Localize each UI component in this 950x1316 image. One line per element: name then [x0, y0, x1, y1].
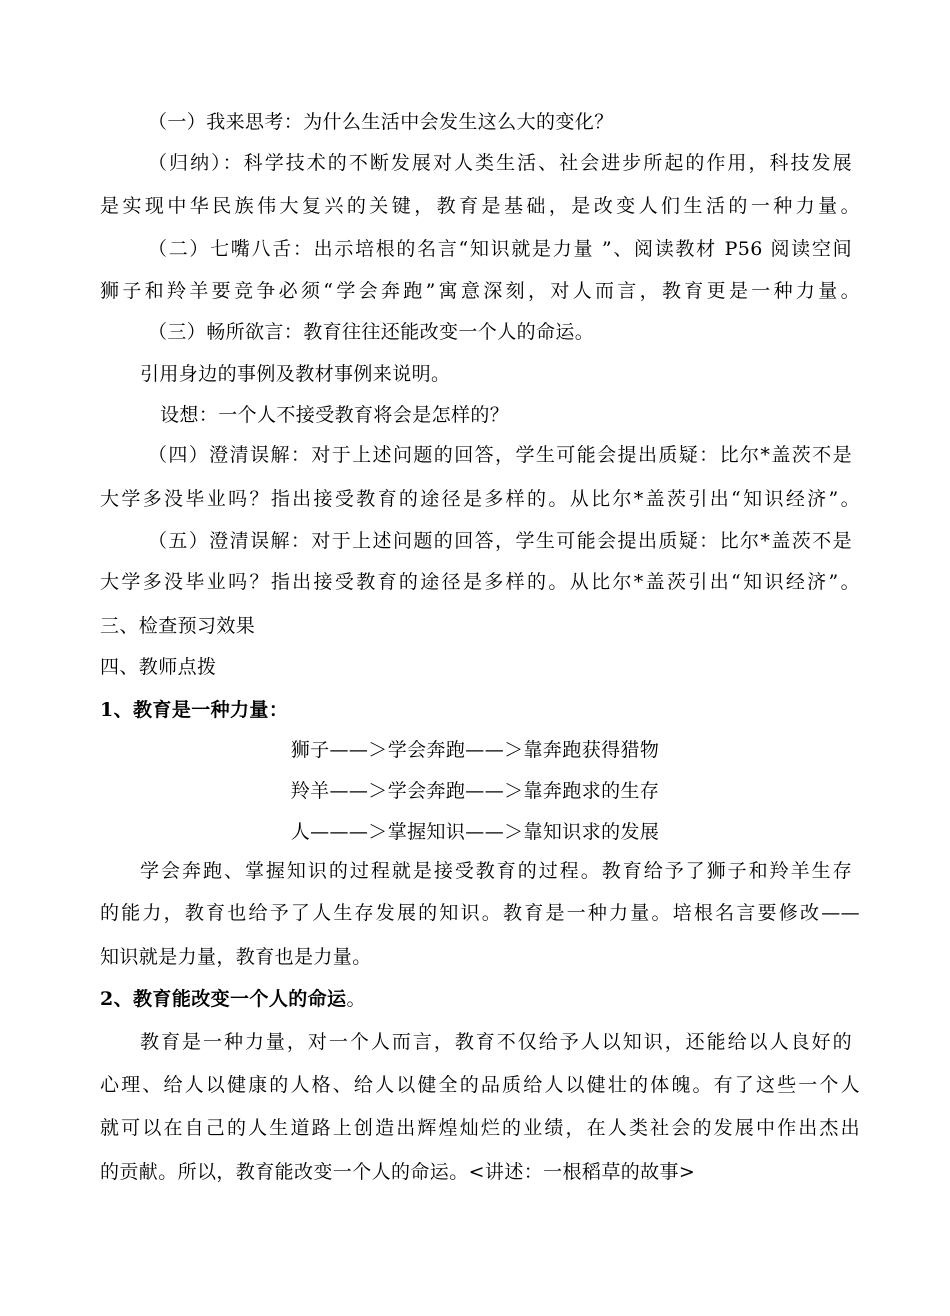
- paragraph-line: （四）澄清误解：对于上述问题的回答，学生可能会提出质疑：比尔*盖茨不是: [148, 444, 852, 466]
- paragraph-line: 知识就是力量，教育也是力量。: [100, 946, 372, 968]
- paragraph-line: 狮子和羚羊要竞争必须“学会奔跑”寓意深刻，对人而言，教育更是一种力量。: [100, 280, 860, 302]
- paragraph-line: 心理、给人以健康的人格、给人以健全的品质给人以健壮的体魄。有了这些一个人: [100, 1074, 860, 1096]
- subsection-heading: [100, 986, 860, 1012]
- paragraph-line: 教育是一种力量，对一个人而言，教育不仅给予人以知识，还能给以人良好的: [140, 1031, 852, 1053]
- paragraph-line: （三）畅所欲言：教育往往还能改变一个人的命运。: [148, 321, 595, 343]
- paragraph-line: 大学多没毕业吗？指出接受教育的途径是多样的。从比尔*盖茨引出“知识经济”。: [100, 488, 860, 510]
- paragraph-line: 引用身边的事例及教材事例来说明。: [140, 363, 451, 385]
- paragraph-line: 大学多没毕业吗？指出接受教育的途径是多样的。从比尔*盖茨引出“知识经济”。: [100, 571, 860, 593]
- paragraph-line: 是实现中华民族伟大复兴的关键，教育是基础，是改变人们生活的一种力量。: [100, 195, 860, 217]
- paragraph-line: （二）七嘴八舌：出示培根的名言“知识就是力量 ”、阅读教材 P56 阅读空间: [148, 238, 852, 260]
- section-heading: 三、检查预习效果: [100, 615, 256, 637]
- paragraph-line: 设想：一个人不接受教育将会是怎样的？: [160, 404, 510, 426]
- paragraph-line: （一）我来思考：为什么生活中会发生这么大的变化？: [148, 111, 614, 133]
- paragraph-line: （归纳）：科学技术的不断发展对人类生活、社会进步所起的作用，科技发展: [148, 152, 852, 174]
- paragraph-line: （五）澄清误解：对于上述问题的回答，学生可能会提出质疑：比尔*盖茨不是: [148, 530, 852, 552]
- paragraph-line: 的能力，教育也给予了人生存发展的知识。教育是一种力量。培根名言要修改——: [100, 902, 860, 924]
- subsection-heading: 1、教育是一种力量：: [100, 699, 289, 721]
- section-heading: 四、教师点拨: [100, 656, 217, 678]
- diagram-line: 人———＞掌握知识——＞靠知识求的发展: [290, 821, 660, 843]
- heading-punct: 。: [346, 988, 366, 1010]
- paragraph-line: 学会奔跑、掌握知识的过程就是接受教育的过程。教育给予了狮子和羚羊生存: [140, 860, 852, 882]
- heading-text: 教育能改变一个人的命运: [133, 988, 347, 1010]
- paragraph-line: 的贡献。所以，教育能改变一个人的命运。<讲述：一根稻草的故事>: [100, 1161, 696, 1183]
- diagram-line: 狮子——＞学会奔跑——＞靠奔跑获得猎物: [290, 739, 660, 761]
- heading-number: 2、: [100, 988, 134, 1010]
- paragraph-line: 就可以在自己的人生道路上创造出辉煌灿烂的业绩，在人类社会的发展中作出杰出: [100, 1117, 860, 1139]
- diagram-line: 羚羊——＞学会奔跑——＞靠奔跑求的生存: [290, 780, 660, 802]
